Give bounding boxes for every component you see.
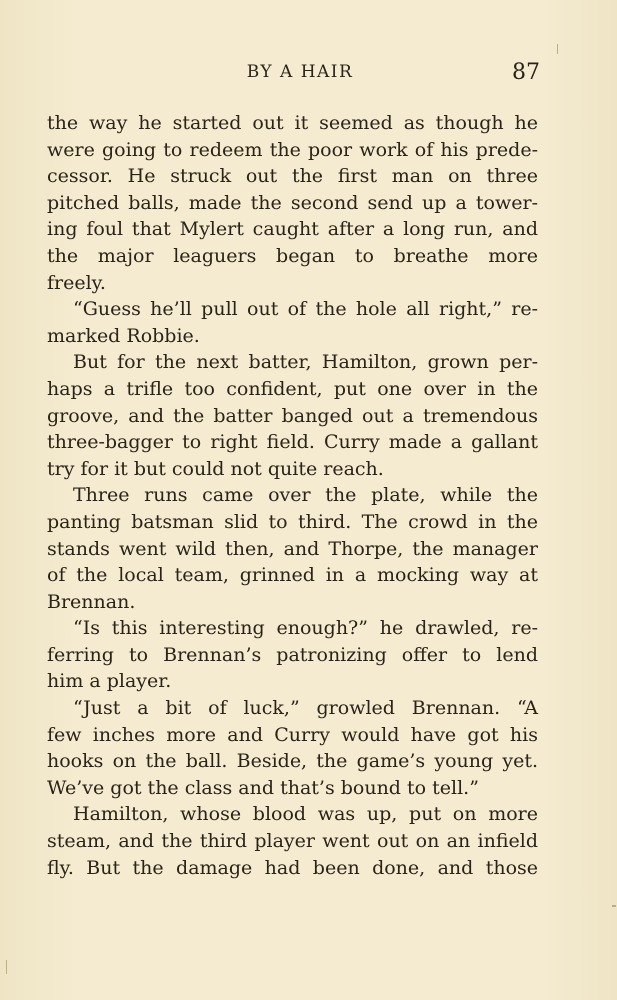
scan-mark — [557, 44, 558, 54]
text-line: stands went wild then, and Thorpe, the manager — [47, 537, 538, 560]
text-line: try for it but could not quite reach. — [47, 457, 384, 480]
text-line: Hamilton, whose blood was up, put on more — [73, 803, 538, 826]
running-head: BY A HAIR — [246, 62, 354, 82]
page-header — [0, 60, 617, 90]
text-line: the way he started out it seemed as though he — [47, 112, 538, 134]
text-line: freely. — [47, 271, 106, 294]
text-line: haps a trifle too confident, put one over in the — [47, 377, 538, 400]
text-line: panting batsman slid to third. The crowd in the — [47, 510, 538, 533]
text-line: pitched balls, made the second send up a tower- — [47, 191, 538, 214]
text-line: cessor. He struck out the first man on three — [47, 165, 538, 188]
text-line: marked Robbie. — [47, 324, 200, 347]
text-line: ing foul that Mylert caught after a long run, and — [47, 218, 538, 241]
text-line: him a player. — [47, 670, 172, 693]
body-text — [47, 110, 538, 881]
text-line: three-bagger to right field. Curry made a gallant — [47, 431, 538, 454]
text-line: fly. But the damage had been done, and those — [47, 856, 538, 879]
text-line: “Guess he’ll pull out of the hole all right,” re- — [73, 298, 538, 321]
page-number: 87 — [512, 60, 540, 85]
scan-mark — [612, 905, 616, 907]
scan-mark — [6, 960, 7, 974]
text-line: hooks on the ball. Beside, the game’s young yet. — [47, 750, 538, 773]
text-line: We’ve got the class and that’s bound to tell.” — [47, 776, 479, 799]
text-line: the major leaguers began to breathe more — [47, 244, 538, 267]
text-line: “Is this interesting enough?” he drawled, re- — [73, 617, 538, 640]
text-line: of the local team, grinned in a mocking way at — [47, 564, 538, 587]
text-line: Three runs came over the plate, while the — [73, 484, 538, 507]
text-line: But for the next batter, Hamilton, grown per- — [73, 351, 538, 374]
text-line: steam, and the third player went out on an infield — [47, 830, 538, 853]
text-line: “Just a bit of luck,” growled Brennan. “A — [73, 697, 538, 720]
text-line: groove, and the batter banged out a tremendous — [47, 404, 538, 427]
text-line: were going to redeem the poor work of his prede- — [47, 138, 538, 161]
text-line: Brennan. — [47, 590, 136, 613]
text-line: ferring to Brennan’s patronizing offer to lend — [47, 643, 538, 666]
text-line: few inches more and Curry would have got his — [47, 723, 538, 746]
